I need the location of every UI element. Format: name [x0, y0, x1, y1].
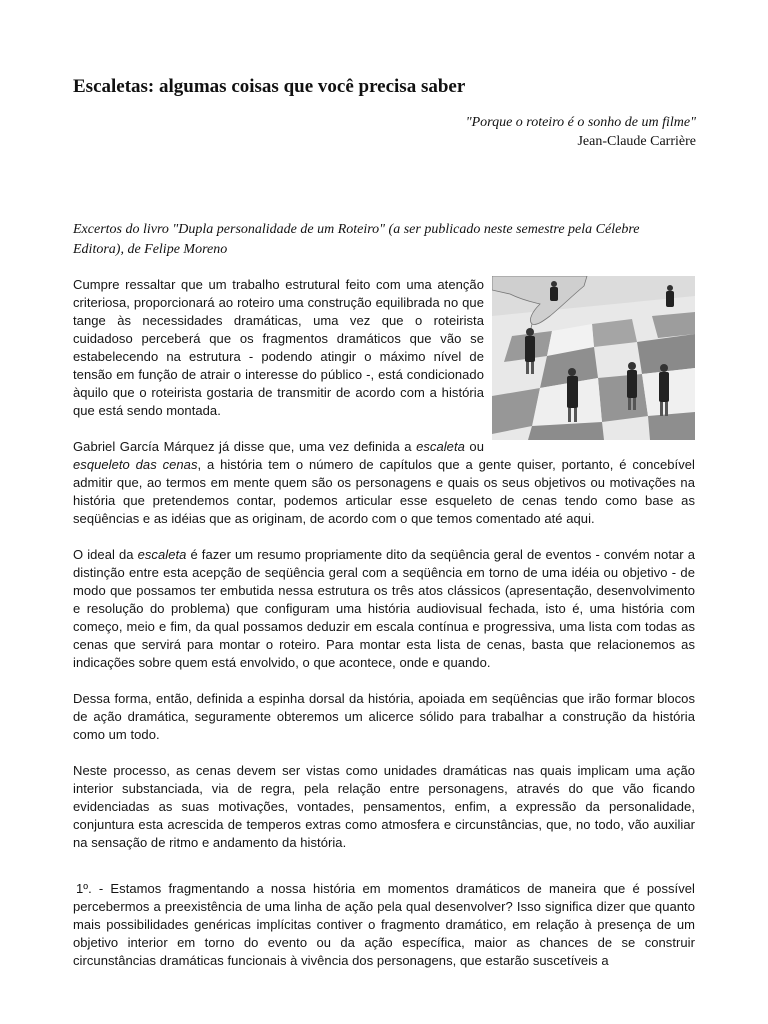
chessboard-illustration-icon: [492, 276, 695, 440]
numbered-item-1: 1º. - Estamos fragmentando a nossa história em momentos dramáticos de maneira que é possível percebermos a preexistência de uma linha de ação pela qual desenvolver? Isso significa dizer que quanto mais possibilidades genéricas implícitas contiver o fragmento dramático, em relação à presença de um objetivo interior em torno do evento ou da ação específica, maior as chances de se construir circunstâncias dramáticas funcionais à vivência dos personagens, que estarão suscetíveis a: [73, 881, 695, 968]
epigraph: [276, 113, 696, 151]
paragraph-4: Dessa forma, então, definida a espinha dorsal da história, apoiada em seqüências que irão formar blocos de ação dramática, seguramente obteremos um alicerce sólido para trabalhar a construção da história como um todo.: [73, 691, 695, 742]
paragraph-2: [73, 438, 695, 528]
paragraph-1: Cumpre ressaltar que um trabalho estrutural feito com uma atenção criteriosa, proporcionará ao roteiro uma construção equilibrada no que tange às necessidades dramáticas, uma vez que o roteirista cuidadoso perceberá que os fragmentos dramáticos que vão se estabelecendo na estrutura - podendo atingir o máximo nível de tensão em função de atrair o interesse do público -, está condicionado àquilo que o roteirista gostaria de transmitir de acordo com a história que está sendo montada.: [73, 277, 484, 418]
epigraph-quote: "Porque o roteiro é o sonho de um filme": [465, 115, 696, 130]
paragraph-5: Neste processo, as cenas devem ser vistas como unidades dramáticas nas quais implicam uma ação interior substanciada, via de regra, pela relação entre personagens, através do que vão ficando evidenciadas as suas motivações, vontades, pensamentos, enfim, a expressão da personalidade, conjuntura esta acrescida de temperos extras como atmosfera e circunstâncias, que, no todo, vão auxiliar na sensação de ritmo e andamento da história.: [73, 763, 695, 850]
term-escaleta: escaleta: [416, 439, 465, 454]
term-escaleta: escaleta: [137, 547, 187, 562]
epigraph-author: Jean-Claude Carrière: [577, 134, 696, 149]
document-body: [73, 276, 695, 988]
paragraph-2-text: Gabriel García Márquez já disse que, uma vez definida a: [73, 439, 417, 454]
paragraph-2-text: ou: [464, 439, 484, 454]
page-title: Escaletas: algumas coisas que você precisa saber: [73, 76, 466, 97]
term-esqueleto: esqueleto das cenas: [73, 457, 198, 472]
paragraph-3: [73, 546, 695, 672]
paragraph-3-text: é fazer um resumo propriamente dito da seqüência geral de eventos - convém notar a distinção entre esta acepção de seqüência geral com a seqüência em torno de uma idéia ou objetivo - de modo que possamos ter embutida nessa estrutura os três atos clássicos (apresentação, desenvolvimento e resolução do problema) que configuram uma história audiovisual fechada, isto é, uma história com começo, meio e fim, da qual possamos deduzir em escala contínua e progressiva, uma lista com todas as cenas que servirá para montar o roteiro. Para montar esta lista de cenas, basta que relacionemos as indicações sobre quem está envolvido, o que acontece, onde e quando.: [73, 547, 695, 670]
paragraph-2-text: , a história tem o número de capítulos que a gente quiser, portanto, é concebível admitir que, ao termos em mente quem são os personagens e quais os seus objetivos ou motivações na história que pretendemos contar, podemos articular esse esqueleto de cenas tendo como base as seqüências e as idéias que as originam, de acordo com o que temos comentado até aqui.: [73, 457, 695, 526]
excerpt-note: Excertos do livro "Dupla personalidade de um Roteiro" (a ser publicado neste semestre pela Célebre Editora), de Felipe Moreno: [73, 222, 640, 257]
paragraph-3-text: O ideal da: [73, 547, 138, 562]
